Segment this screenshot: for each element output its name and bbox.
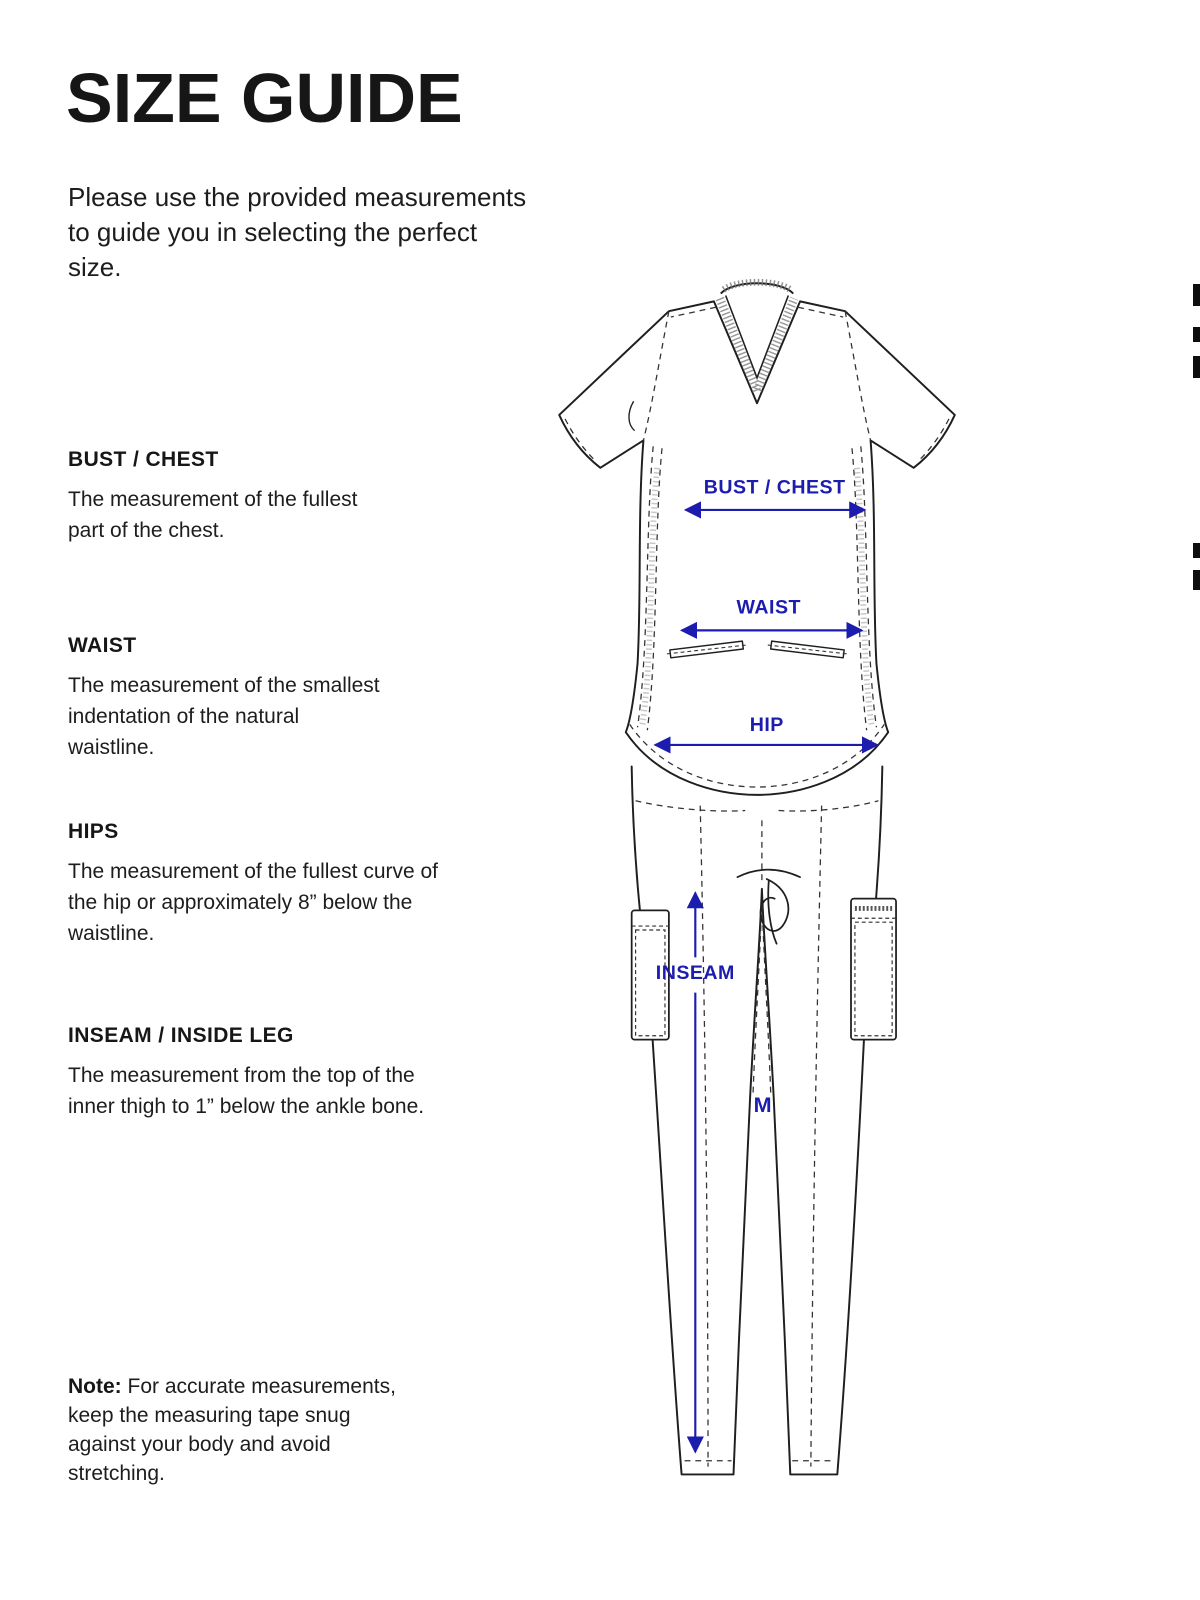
- measurement-definition-inseam: [68, 1024, 438, 1122]
- measurement-definition-bust: [68, 448, 388, 546]
- edge-artifact: [1193, 570, 1200, 590]
- definition-body: The measurement from the top of the inner thigh to 1” below the ankle bone.: [68, 1064, 425, 1118]
- bust-dimension-label: BUST / CHEST: [703, 476, 846, 499]
- measurement-diagram: [522, 272, 992, 1536]
- definition-heading: INSEAM / INSIDE LEG: [68, 1024, 294, 1047]
- definition-body: The measurement of the smallest indentation of the natural waistline.: [68, 674, 380, 759]
- definition-body: The measurement of the fullest curve of the hip or approximately 8” below the waistline.: [68, 860, 439, 945]
- hip-dimension-label: HIP: [749, 714, 784, 737]
- edge-artifact: [1193, 543, 1200, 558]
- intro-text: Please use the provided measurements to guide you in selecting the perfect size.: [68, 182, 527, 282]
- definition-heading: HIPS: [68, 820, 119, 843]
- definition-heading: WAIST: [68, 634, 137, 657]
- definition-body: The measurement of the fullest part of the chest.: [68, 488, 358, 542]
- edge-artifact: [1193, 356, 1200, 378]
- edge-artifact: [1193, 327, 1200, 342]
- garment-diagram: [522, 272, 992, 1535]
- definition-heading: BUST / CHEST: [68, 448, 219, 471]
- edge-artifact: [1193, 284, 1200, 306]
- size-label: M: [753, 1093, 773, 1118]
- measurement-definition-waist: [68, 634, 388, 763]
- inseam-dimension-label: INSEAM: [655, 961, 735, 984]
- page-title: SIZE GUIDE: [66, 59, 463, 137]
- note-label: Note:: [68, 1375, 122, 1398]
- note-body: For accurate measurements, keep the measuring tape snug against your body and avoid stretching.: [68, 1375, 396, 1485]
- waist-dimension-label: WAIST: [736, 596, 801, 619]
- measurement-note: [68, 1372, 418, 1488]
- measurement-definition-hips: [68, 820, 458, 949]
- scrub-pants-illustration: [632, 766, 896, 1474]
